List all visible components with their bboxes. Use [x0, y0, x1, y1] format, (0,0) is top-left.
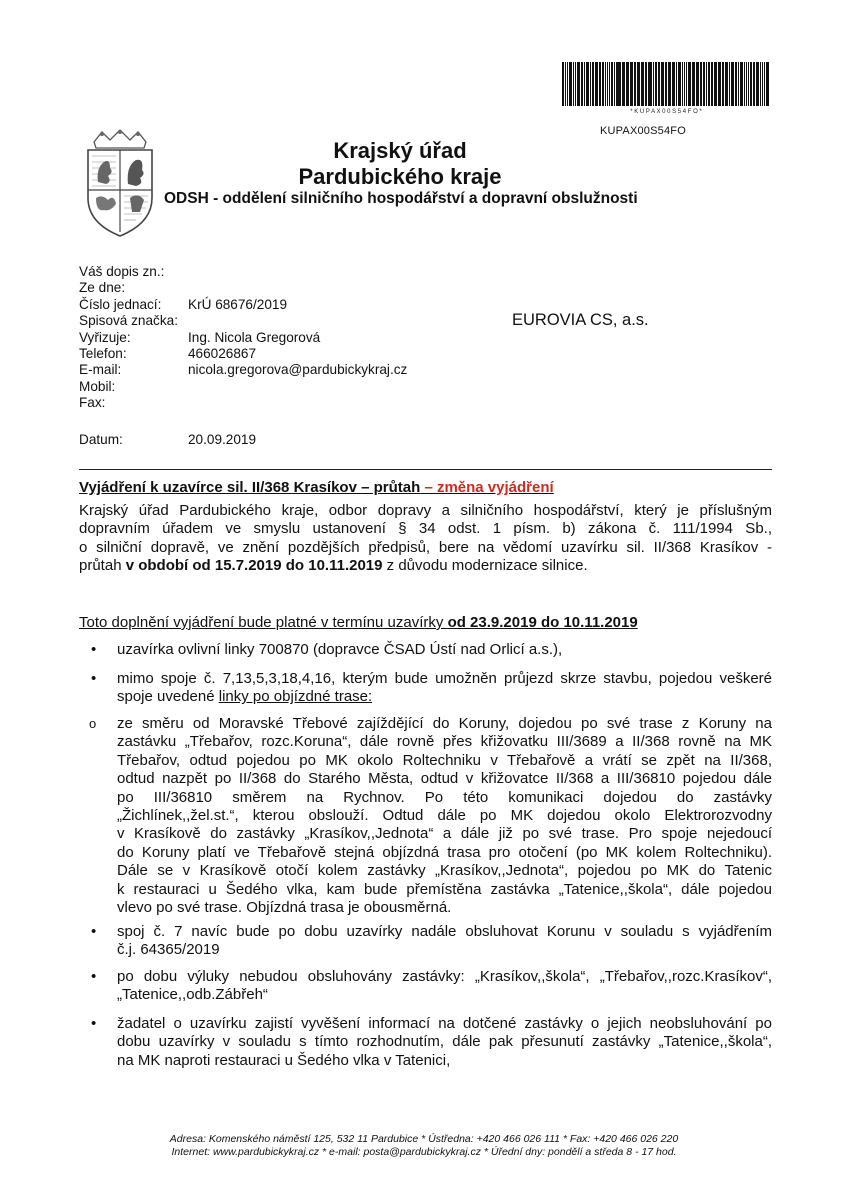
list-item-line: mimo spoje č. 7,13,5,3,18,4,16, kterým bude umožněn průjezd skrze stavbu, pojedou veškeré: [117, 670, 772, 687]
list-item-text-part: spoje uvedené: [117, 688, 219, 706]
validity-dates: od 23.9.2019 do 10.11.2019: [447, 614, 638, 631]
coat-of-arms-logo: [80, 128, 160, 238]
meta-label: Vyřizuje:: [79, 329, 131, 345]
subject-line: [79, 479, 554, 496]
barcode-bar: [590, 62, 591, 106]
subject-change-note: – změna vyjádření: [420, 479, 554, 496]
barcode-bar: [575, 62, 576, 106]
meta-label: Fax:: [79, 395, 106, 411]
meta-label: Spisová značka:: [79, 313, 178, 329]
list-item-text: uzavírka ovlivní linky 700870 (dopravce ČSAD Ústí nad Orlicí a.s.),: [117, 641, 563, 658]
barcode-bar: [668, 62, 671, 106]
list-item-line: žadatel o uzavírku zajistí vyvěšení informací na dotčené zastávky o jejich neobsluhování po: [117, 1015, 772, 1032]
bullet-circle-icon: o: [89, 716, 97, 731]
barcode-bar: [599, 62, 601, 106]
intro-paragraph: [79, 502, 772, 576]
meta-row-date: [79, 432, 848, 448]
list-item-line: odtud nazpět po II/368 do Starého Města, odtud v křižovatce II/368 a III/36810 pojedou dále: [117, 770, 772, 788]
barcode-bar: [714, 62, 717, 106]
barcode-bar: [641, 62, 644, 106]
meta-value: Ing. Nicola Gregorová: [188, 329, 321, 345]
barcode-bar: [569, 62, 572, 106]
barcode-bar: [626, 62, 629, 106]
barcode-bar: [609, 62, 610, 106]
barcode-bar: [665, 62, 667, 106]
barcode-bar: [762, 62, 763, 106]
barcode: [562, 62, 770, 124]
barcode-bar: [661, 62, 664, 106]
barcode-bar: [696, 62, 699, 106]
list-item: [91, 641, 772, 659]
recipient-name: EUROVIA CS, a.s.: [512, 311, 649, 329]
list-item-text: [117, 715, 772, 917]
barcode-bar: [692, 62, 695, 106]
barcode-bar: [746, 62, 747, 106]
subject-main: Vyjádření k uzavírce sil. II/368 Krasíkov – průtah: [79, 479, 421, 496]
barcode-id: KUPAX00S54FO: [600, 125, 686, 137]
barcode-bar: [592, 62, 594, 106]
list-item-line: dobu uzavírky v souladu s tímto rozhodnutím, dále pak přesunutí zastávky „Tatenice,,škola“,: [117, 1033, 772, 1051]
barcode-bar: [711, 62, 713, 106]
list-item-line: po dobu výluky nebudou obsluhovány zastávky: „Krasíkov,,škola“, „Třebařov,,rozc.Krasíkov“,: [117, 968, 772, 985]
list-item-line: do Koruny platí ve Třebařově stejná objízdná trasa pro otočení (po MK kolem Roltechniku).: [117, 843, 772, 861]
barcode-bar: [565, 62, 566, 106]
list-item-line: vlevo po své trase. Objízdná trasa je obousměrná.: [117, 899, 452, 917]
list-item-sub: [89, 715, 772, 917]
intro-line: dopravním úřadem ve smyslu ustanovení § 34 odst. 1 písm. b) zákona č. 111/1994 Sb.,: [79, 520, 772, 538]
list-item-line: „Žichlínek,,žel.st.“, kterou obslouží. Odtud dále po MK dojedou okolo Elektrorozvodny: [117, 807, 772, 825]
list-item-line: č.j. 64365/2019: [117, 941, 220, 959]
barcode-bar: [706, 62, 707, 106]
validity-line: [79, 614, 638, 631]
org-name-line1: Krajský úřad: [333, 138, 467, 163]
barcode-bar: [653, 62, 654, 106]
barcode-bar: [584, 62, 585, 106]
barcode-bar: [753, 62, 755, 106]
meta-label: E-mail:: [79, 362, 122, 378]
barcode-bar: [611, 62, 613, 106]
barcode-bar: [766, 62, 769, 106]
barcode-bar: [760, 62, 761, 106]
barcode-bar: [700, 62, 702, 106]
intro-line: Krajský úřad Pardubického kraje, odbor dopravy a silničního hospodářství, který je příslušným: [79, 502, 772, 519]
barcode-bar: [573, 62, 574, 106]
barcode-bar: [684, 62, 685, 106]
list-item-text: [117, 670, 772, 707]
barcode-bar: [618, 62, 621, 106]
list-item-text-underlined: linky po objízdné trase:: [218, 688, 373, 706]
barcode-bar: [735, 62, 737, 106]
date-value: 20.09.2019: [188, 432, 257, 447]
intro-text: průtah: [79, 557, 126, 575]
meta-label: Mobil:: [79, 378, 116, 394]
meta-label: Číslo jednací:: [79, 296, 162, 312]
intro-line: o silniční dopravě, ve znění pozdějších předpisů, bere na vědomí uzavírku sil. II/368 Krasíkov -: [79, 538, 772, 556]
barcode-bar: [731, 62, 734, 106]
barcode-bar: [622, 62, 625, 106]
barcode-bar: [630, 62, 633, 106]
list-item-line: „Tatenice,,odb.Zábřeh“: [117, 986, 268, 1004]
list-item: [91, 670, 772, 707]
barcode-bar: [614, 62, 615, 106]
bullet-dot-icon: •: [91, 923, 97, 940]
barcode-bar: [581, 62, 583, 106]
intro-text: z důvodu modernizace silnice.: [382, 557, 588, 575]
list-item-line: zastávku „Třebařov, rozc.Koruna“, dále rovně přes křižovatku III/3689 a II/368 rovně na MK: [117, 733, 772, 751]
meta-value: 466026867: [188, 345, 257, 361]
list-item-line: k restauraci u Šedého vlka, kam bude přemístěna zastávka „Tatenice,,škola“, dále pojedou: [117, 880, 772, 898]
barcode-bar: [708, 62, 710, 106]
list-item: [91, 1015, 772, 1070]
barcode-bar: [722, 62, 724, 106]
barcode-bar: [672, 62, 675, 106]
barcode-bar: [748, 62, 749, 106]
barcode-bar: [648, 62, 650, 106]
barcode-bar: [703, 62, 705, 106]
footer-contacts: Internet: www.pardubickykraj.cz * e-mail: posta@pardubickykraj.cz * Úřední dny: pondělí a středa 8 - 17 hod.: [171, 1146, 677, 1158]
list-item-line: po III/36810 směrem na Rychnov. Po této komunikaci dojedou do zastávky: [117, 788, 772, 806]
list-item-text: [117, 1015, 772, 1070]
barcode-bar: [602, 62, 604, 106]
barcode-bar: [577, 62, 580, 106]
intro-line: [79, 557, 772, 575]
barcode-bar: [658, 62, 660, 106]
barcode-bar: [616, 62, 618, 106]
list-item-line: na MK naproti restauraci u Šedého vlka v Tatenici,: [117, 1051, 451, 1069]
meta-label: Telefon:: [79, 345, 127, 361]
barcode-bar: [738, 62, 739, 106]
intro-period: v období od 15.7.2019 do 10.11.2019: [125, 557, 383, 575]
divider: [79, 469, 772, 470]
list-item-text: [117, 968, 772, 1005]
barcode-bar: [729, 62, 730, 106]
barcode-bar: [688, 62, 691, 106]
barcode-bar: [676, 62, 677, 106]
list-item-line: spoj č. 7 navíc bude po dobu uzavírky nadále obsluhovat Korunu v souladu s vyjádřením: [117, 923, 772, 940]
barcode-bar: [634, 62, 636, 106]
footer-address: Adresa: Komenského náměstí 125, 532 11 Pardubice * Ústředna: +420 466 026 111 * Fax: +420 466 026 220: [169, 1133, 679, 1145]
barcode-bar: [725, 62, 728, 106]
date-label: Datum:: [79, 432, 123, 447]
barcode-bar: [764, 62, 765, 106]
barcode-graphic: [562, 62, 770, 114]
barcode-bar: [744, 62, 745, 106]
footer: [0, 1133, 848, 1159]
barcode-bar: [718, 62, 721, 106]
barcode-bar: [655, 62, 657, 106]
barcode-bar: [645, 62, 647, 106]
list-item-line: [117, 688, 772, 706]
barcode-human-readable: * K U P A X 0 0 S 5 4 F O *: [630, 109, 702, 114]
list-item: [91, 923, 772, 960]
list-item: [91, 968, 772, 1005]
barcode-bar: [567, 62, 568, 106]
list-item-line: Dále se v Krasíkově otočí kolem zastávky „Krasíkov,,Jednota“, pojedou po MK do Tatenic: [117, 862, 772, 880]
org-name-line2: Pardubického kraje: [298, 164, 502, 189]
bullet-dot-icon: •: [91, 670, 97, 687]
barcode-bar: [586, 62, 589, 106]
barcode-bar: [595, 62, 598, 106]
bullet-dot-icon: •: [91, 968, 97, 985]
validity-text: Toto doplnění vyjádření bude platné v termínu uzavírky: [79, 614, 448, 631]
barcode-bar: [637, 62, 640, 106]
barcode-bar: [562, 62, 564, 106]
barcode-bar: [650, 62, 652, 106]
barcode-bar: [605, 62, 606, 106]
list-item-line: ze směru od Moravské Třebové zajíždějící do Koruny, dojedou po své trase z Koruny na: [117, 715, 772, 732]
bullet-dot-icon: •: [91, 1015, 97, 1032]
list-item-line: Třebařov, odtud pojedou po MK okolo Roltechniku v Třebařově a vrátí se zpět na II/368,: [117, 751, 772, 769]
barcode-bar: [682, 62, 683, 106]
department-name: ODSH - oddělení silničního hospodářství a dopravní obslužnosti: [164, 190, 638, 207]
barcode-bar: [750, 62, 752, 106]
barcode-bar: [740, 62, 743, 106]
meta-value: nicola.gregorova@pardubickykraj.cz: [188, 362, 408, 378]
meta-value: KrÚ 68676/2019: [188, 296, 288, 312]
barcode-bar: [756, 62, 759, 106]
barcode-bar: [686, 62, 687, 106]
list-item-text: [117, 923, 772, 960]
barcode-bar: [678, 62, 681, 106]
barcode-bar: [607, 62, 608, 106]
meta-label: Váš dopis zn.:: [79, 264, 165, 279]
list-item-line: v Krasíkově do zastávky „Krasíkov,,Jednota“ a dále již po své trase. Pro spoje nejedoucí: [117, 825, 772, 843]
bullet-dot-icon: •: [91, 641, 97, 658]
meta-label: Ze dne:: [79, 280, 126, 296]
